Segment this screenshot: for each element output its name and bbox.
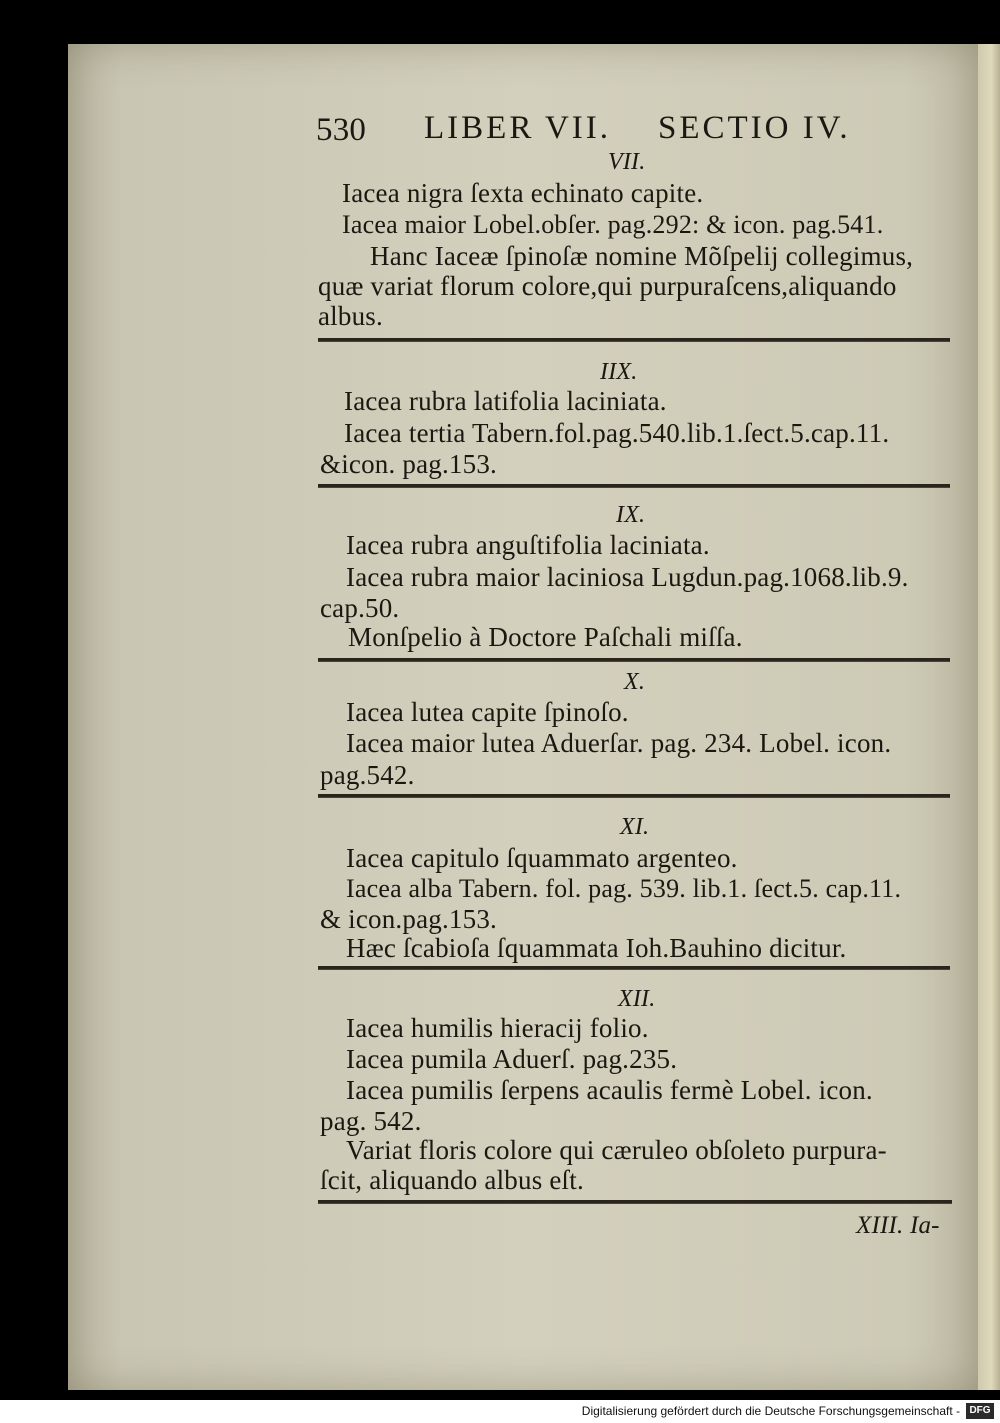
- text-line: cap.50.: [320, 593, 400, 623]
- text-line: Iacea tertia Tabern.fol.pag.540.lib.1.ſect.5.cap.11.: [344, 418, 890, 448]
- dfg-logo: DFG: [966, 1403, 994, 1419]
- text-line: Iacea pumila Aduerſ. pag.235.: [346, 1044, 678, 1074]
- page-number: 530: [316, 112, 367, 148]
- text-line: Monſpelio à Doctore Paſchali miſſa.: [348, 622, 743, 652]
- section-numeral: IIX.: [600, 359, 638, 385]
- digitization-footer: [0, 1400, 1000, 1423]
- text-line: Variat floris colore qui cæruleo obſoleto purpura-: [346, 1135, 887, 1165]
- section-divider: [318, 1200, 952, 1204]
- section-numeral: XI.: [620, 814, 650, 840]
- text-line: Iacea rubra latifolia laciniata.: [344, 386, 667, 416]
- text-line: Iacea pumilis ſerpens acaulis fermè Lobel. icon.: [346, 1075, 873, 1105]
- text-line: Iacea nigra ſexta echinato capite.: [342, 178, 704, 208]
- text-line: &icon. pag.153.: [320, 449, 497, 479]
- text-line: Iacea rubra anguſtifolia laciniata.: [346, 530, 710, 560]
- text-line: quæ variat florum colore,qui purpuraſcens,aliquando: [318, 271, 897, 301]
- section-divider: [318, 658, 950, 662]
- section-divider: [318, 794, 950, 798]
- text-line: Iacea lutea capite ſpinoſo.: [346, 697, 629, 727]
- section-divider: [318, 966, 950, 970]
- text-line: Iacea humilis hieracij folio.: [346, 1013, 649, 1043]
- text-line: Hanc Iaceæ ſpinoſæ nomine Mõſpelij collegimus,: [370, 241, 914, 271]
- text-line: Iacea alba Tabern. fol. pag. 539. lib.1. ſect.5. cap.11.: [346, 874, 902, 903]
- text-line: pag. 542.: [320, 1106, 422, 1136]
- section-divider: [318, 484, 950, 488]
- section-numeral: X.: [624, 669, 646, 695]
- section-numeral: XII.: [618, 986, 656, 1012]
- text-line: Iacea capitulo ſquammato argenteo.: [346, 843, 738, 873]
- section-numeral: IX.: [616, 502, 646, 528]
- running-head-liber: LIBER VII.: [424, 110, 612, 146]
- text-line: pag.542.: [320, 760, 415, 790]
- footer-credit: Digitalisierung gefördert durch die Deutsche Forschungsgemeinschaft -: [581, 1404, 960, 1418]
- text-line: albus.: [318, 301, 383, 331]
- text-line: & icon.pag.153.: [320, 904, 497, 934]
- text-line: Iacea maior Lobel.obſer. pag.292: & icon. pag.541.: [342, 210, 884, 239]
- text-line: Iacea rubra maior laciniosa Lugdun.pag.1068.lib.9.: [346, 562, 909, 592]
- catchword: XIII. Ia-: [856, 1212, 940, 1239]
- page-edge: [978, 44, 1000, 1390]
- running-head-sectio: SECTIO IV.: [658, 110, 851, 146]
- text-line: Iacea maior lutea Aduerſar. pag. 234. Lobel. icon.: [346, 728, 892, 758]
- text-line: Hæc ſcabioſa ſquammata Ioh.Bauhino dicitur.: [346, 933, 847, 963]
- section-divider: [318, 338, 950, 342]
- text-line: ſcit, aliquando albus eſt.: [320, 1165, 584, 1195]
- section-numeral: VII.: [608, 149, 646, 175]
